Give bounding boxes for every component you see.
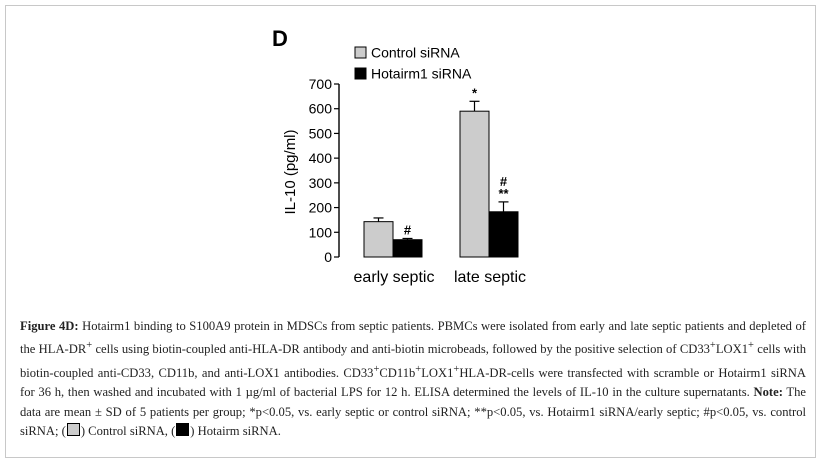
- caption-sup-6: +: [453, 363, 460, 375]
- caption-sup-2: +: [709, 340, 716, 352]
- significance-1-1-0: #: [499, 173, 508, 189]
- y-axis: [309, 76, 339, 265]
- bar-control-0: [364, 222, 393, 257]
- significance-1-0-0: #: [403, 222, 412, 238]
- caption-sup-1: +: [86, 340, 93, 352]
- caption-note-label: Note:: [753, 385, 783, 400]
- legend: [355, 45, 472, 82]
- bar-hotairm-1: [489, 212, 518, 257]
- caption-swatch-control: [67, 423, 80, 436]
- caption-text-1: Hotairm1 binding to S100A9 protein in MDSCs from septic patients. PBMCs were isolated from early and late septic patients and depleted of the HLA-DR: [20, 319, 806, 357]
- caption-label: Figure 4D:: [20, 319, 79, 333]
- caption-sup-3: +: [748, 340, 754, 352]
- bar-hotairm-0: [393, 240, 422, 257]
- y-tick-label-500: 500: [308, 125, 332, 142]
- x-axis-labels: [354, 269, 526, 286]
- legend-label-hotairm: Hotairm1 siRNA: [371, 65, 472, 82]
- bars: [364, 85, 518, 257]
- x-label-1: late septic: [453, 269, 527, 286]
- caption-sup-5: +: [415, 363, 422, 375]
- legend-swatch-hotairm: [355, 68, 366, 79]
- figure-caption: [20, 317, 806, 441]
- y-tick-label-600: 600: [308, 100, 332, 117]
- caption-text-2: cells using biotin-coupled anti-HLA-DR antibody and anti-biotin microbeads, followed by the positive selection of CD33: [92, 342, 710, 357]
- caption-note-text: The data are mean ± SD of 5 patients per group; *p<0.05, vs. early septic or control siRNA; **p<0.05, vs. Hotairm1 siRNA/early septic; #p<0.05, vs. control siRNA; (: [20, 385, 806, 438]
- caption-sup-4: +: [373, 363, 380, 375]
- caption-text-6: LOX1: [421, 365, 454, 380]
- caption-swatch-hotairm: [176, 423, 189, 436]
- y-tick-label-200: 200: [308, 199, 332, 216]
- y-tick-label-700: 700: [308, 76, 332, 92]
- x-label-0: early septic: [353, 269, 435, 286]
- y-tick-label-300: 300: [308, 174, 332, 191]
- y-tick-label-0: 0: [324, 249, 332, 265]
- caption-control-text: ) Control siRNA, (: [80, 423, 176, 438]
- significance-0-1-0: *: [471, 85, 478, 101]
- legend-label-control: Control siRNA: [371, 44, 460, 61]
- legend-swatch-control: [355, 47, 366, 58]
- caption-text-5: CD11b: [379, 365, 416, 380]
- caption-text-7: HLA-DR-cells were transfected with scramble or Hotairm1 siRNA for 36 h, then washed and incubated with 1 µg/ml of bacterial LPS for 12 h. ELISA determined the levels of IL-10 in the culture supernatants.: [20, 365, 806, 400]
- caption-text-3: LOX1: [715, 342, 749, 357]
- y-axis-label: IL-10 (pg/ml): [282, 129, 299, 215]
- panel-label: D: [272, 26, 288, 51]
- y-tick-label-400: 400: [308, 150, 332, 167]
- y-tick-label-100: 100: [308, 224, 332, 241]
- caption-text-4: cells with biotin-coupled anti-CD33, CD11b, and anti-LOX1 antibodies. CD33: [20, 342, 807, 380]
- caption-hotairm-text: ) Hotairm siRNA.: [190, 423, 281, 438]
- significance-1-1-1: **: [498, 185, 509, 201]
- bar-control-1: [460, 111, 489, 257]
